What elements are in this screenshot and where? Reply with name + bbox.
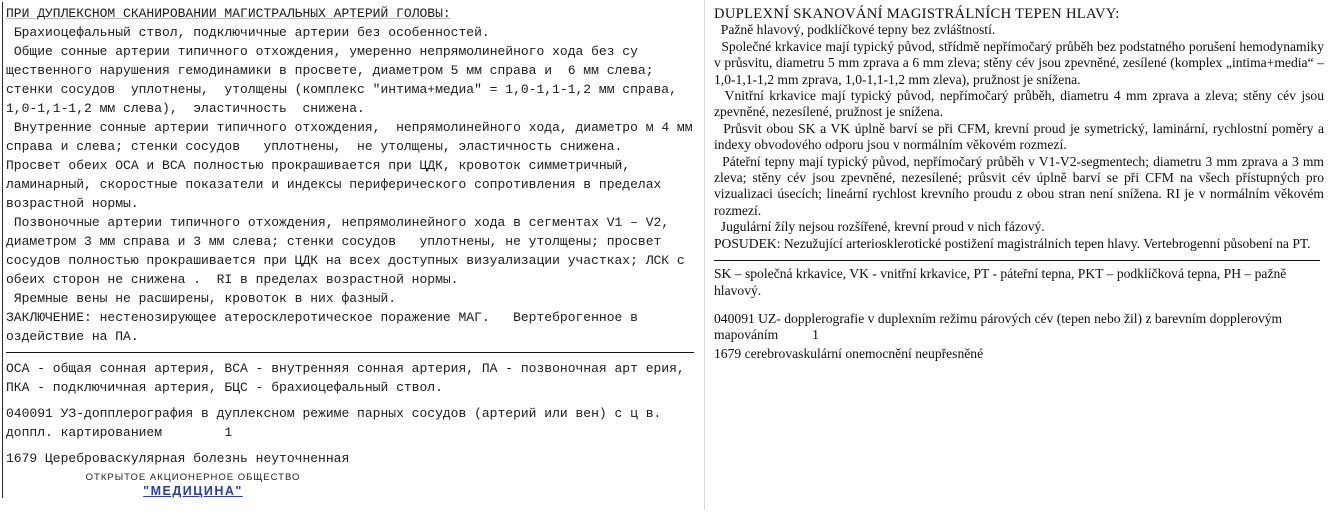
paragraph-ru: Яремные вены не расширены, кровоток в них фазный.	[6, 291, 397, 306]
diagnosis-code-cs: 1679 cerebrovaskulární onemocnění neupřesněné	[714, 345, 984, 361]
stamp-organization-text: ОТКРЫТОЕ АКЦИОНЕРНОЕ ОБЩЕСТВО	[85, 472, 301, 483]
diagnosis-code-ru: 1679 Цереброваскулярная болезнь неуточненная	[6, 451, 350, 466]
paragraph-cs: Páteřní tepny mají typický původ, nepřímočarý průběh v V1-V2-segmentech; diametru 3 mm zprava a 3 mm zleva; stěny cév jsou zpevněné, nezesílené; průsvit cév úplně barví se při CFM na všech přístupných pro vizualizaci úsecích; lineární rychlost krevního proudu z obou stran není snížena. RI je v normálním věkovém rozmezí.	[714, 153, 1328, 218]
paragraph-ru: Брахиоцефальный ствол, подключичные артерии без особенностей.	[6, 25, 490, 40]
paragraph-cs: Jugulární žíly nejsou rozšířené, krevní proud v nich fázový.	[714, 219, 1045, 235]
stamp-clinic-name: "МЕДИЦИНА"	[143, 484, 243, 498]
report-title-cs: DUPLEXNÍ SKANOVÁNÍ MAGISTRÁLNÍCH TEPEN HLAVY:	[714, 6, 1120, 22]
conclusion-cs: POSUDEK: Nezužující arteriosklerotické postižení magistrálních tepen hlavy. Vertebrogenní působení na PT.	[714, 235, 1311, 251]
scan-border-left	[2, 2, 3, 498]
paragraph-cs: Vnitřní krkavice mají typický původ, nepřímočarý průběh, diametru 4 mm zprava a zleva; stěny cév jsou zpevněné, nezesílené, pružnost je snížena.	[714, 88, 1328, 120]
report-title-ru: ПРИ ДУПЛЕКСНОМ СКАНИРОВАНИИ МАГИСТРАЛЬНЫХ АРТЕРИЙ ГОЛОВЫ:	[6, 6, 451, 21]
paragraph-ru: Позвоночные артерии типичного отхождения, непрямолинейного хода в сегментах V1 – V2, диаметром 3 мм справа и 3 мм слева; стенки сосудов уплотнены, не утолщены; просвет сосудов полностью прокрашивается при ЦДК на всех доступных визуализации участках; ЛСК с обеих сторон не снижена . RI в пределах возрастной нормы.	[6, 215, 693, 287]
paragraph-ru: Внутренние сонные артерии типичного отхождения, непрямолинейного хода, диаметро м 4 мм справа и слева; стенки сосудов уплотнены, не утолщены, эластичность снижена.	[6, 120, 701, 154]
paragraph-cs: Průsvit obou SK a VK úplně barví se při CFM, krevní proud je symetrický, laminární, rychlostní poměry a indexy obvodového odporu jsou v normálním věkovém rozmezí.	[714, 120, 1328, 153]
abbreviations-cs: SK – společná krkavice, VK - vnitřní krkavice, PT - páteřní tepna, PKT – podklíčková tepna, PH – pažně hlavový.	[714, 266, 1290, 298]
paragraph-ru: Общие сонные артерии типичного отхождения, умеренно непрямолинейного хода без су щественного нарушения гемодинамики в просвете, диаметром 5 мм справа и 6 мм слева; стенки сосудов уплотнены, утолщены (комплекс "интима+медиа" = 1,0-1,1-1,2 мм справа, 1,0-1,1-1,2 мм слева), эластичность снижена.	[6, 44, 685, 116]
procedure-code-ru: 040091 УЗ-допплерография в дуплексном режиме парных сосудов (артерий или вен) с ц в. доппл. картированием 1	[6, 406, 670, 440]
footnote-divider-cs	[714, 260, 1320, 261]
russian-report-column	[6, 4, 701, 475]
paragraph-cs: Pažně hlavový, podklíčkové tepny bez zvláštností.	[714, 22, 996, 38]
clinic-stamp	[58, 472, 328, 498]
footnote-divider-ru	[6, 352, 694, 353]
procedure-code-cs: 040091 UZ- dopplerografie v duplexním režimu párových cév (tepen nebo žil) z barevním dopplerovým mapováním 1	[714, 310, 1286, 343]
paragraph-ru: Просвет обеих ОСА и ВСА полностью прокрашивается при ЦДК, кровоток симметричный, ламинарный, скоростные показатели и индексы периферического сопротивления в пределах возрастной нормы.	[6, 158, 670, 211]
paragraph-cs: Společné krkavice mají typický původ, střídmě nepřímočarý průběh bez podstatného porušení hemodynamiky v průsvitu, diametru 5 mm zprava a 6 mm zleva; stěny cév jsou zpevněné, zesílené (komplex „intima+media“ – 1,0-1,1-1,2 mm zprava, 1,0-1,1-1,2 mm zleva), pružnost je snížena.	[714, 38, 1328, 87]
conclusion-ru: ЗАКЛЮЧЕНИЕ: нестенозирующее атеросклеротическое поражение МАГ. Вертеброгенное в оздействие на ПА.	[6, 310, 646, 344]
column-separator	[704, 0, 705, 510]
abbreviations-ru: ОСА - общая сонная артерия, ВСА - внутренняя сонная артерия, ПА - позвоночная арт ерия, ПКА - подключичная артерия, БЦС - брахиоцефальный ствол.	[6, 361, 693, 395]
czech-report-column	[714, 6, 1328, 364]
